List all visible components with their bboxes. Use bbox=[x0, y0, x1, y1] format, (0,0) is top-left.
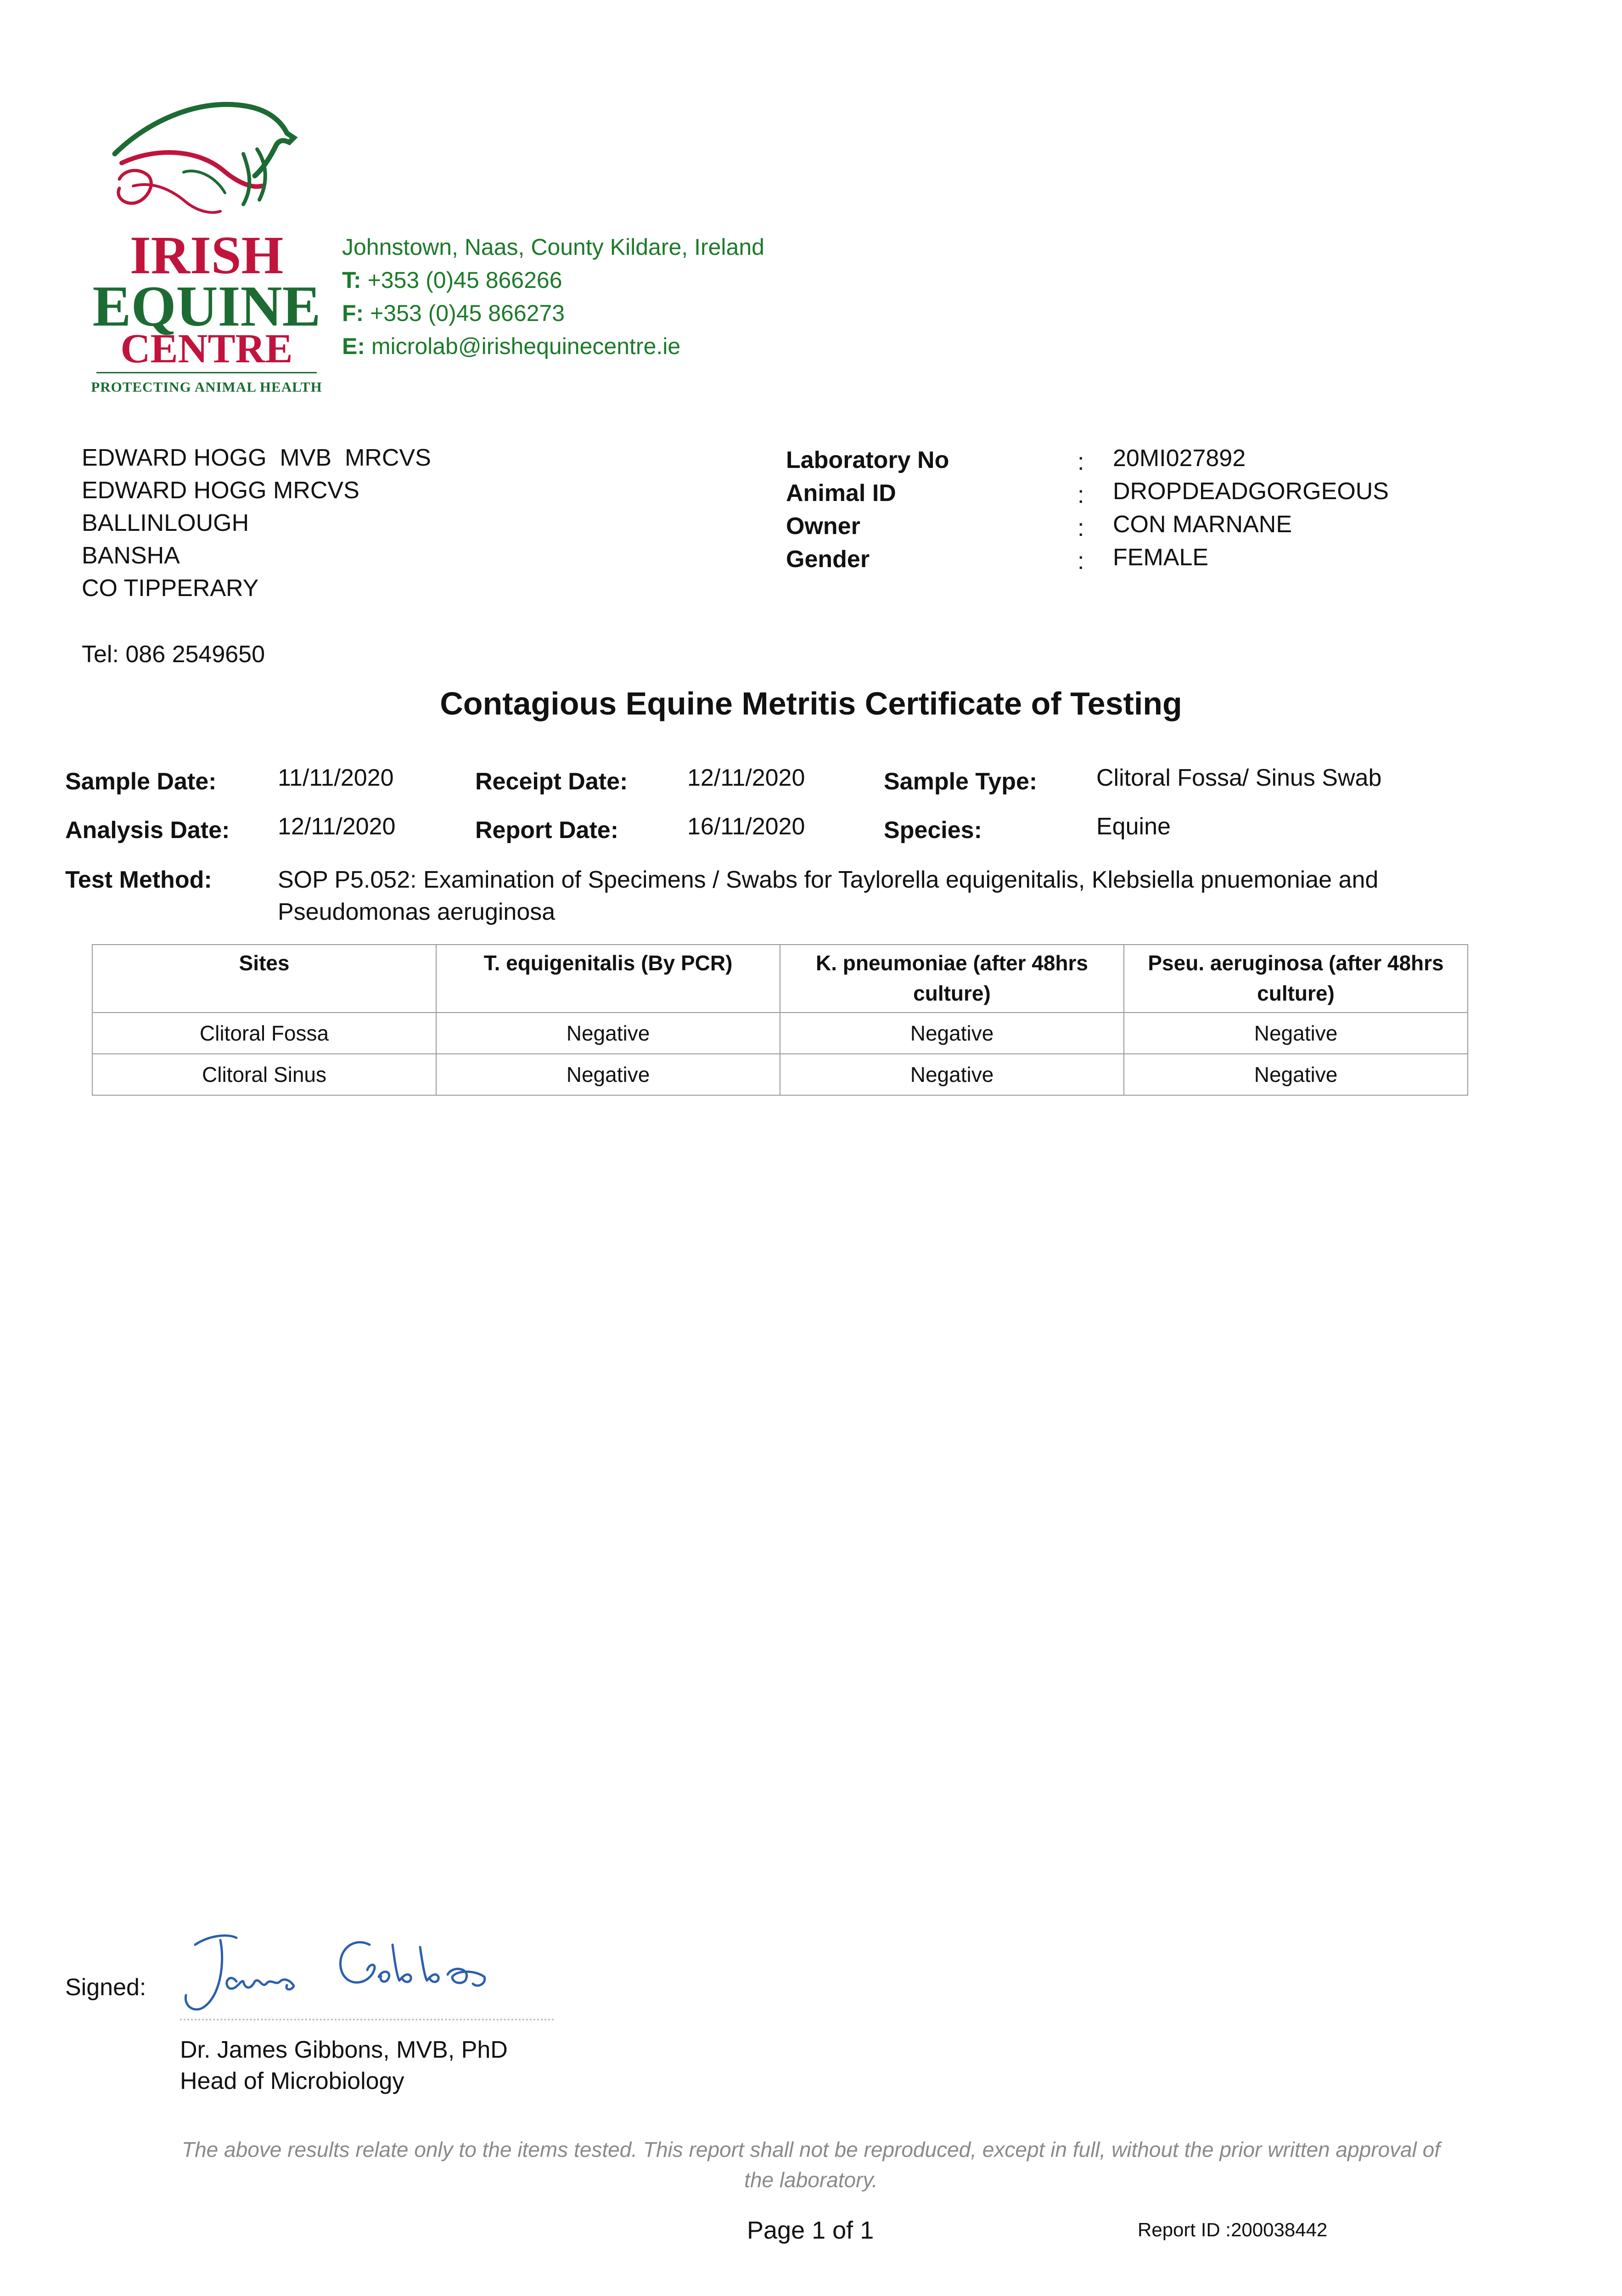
meta-value-lab-no: 20MI027892 bbox=[1113, 445, 1246, 472]
page-number: Page 1 of 1 bbox=[747, 2217, 874, 2244]
meta-label-animal-id: Animal ID bbox=[786, 480, 896, 506]
report-date-label: Report Date: bbox=[475, 817, 619, 844]
table-header: Pseu. aeruginosa (after 48hrs culture) bbox=[1124, 945, 1468, 1013]
lab-fax bbox=[342, 297, 939, 330]
test-method-line2: Pseudomonas aeruginosa bbox=[278, 899, 556, 925]
recipient-line: CO TIPPERARY bbox=[82, 575, 259, 602]
logo bbox=[87, 94, 326, 406]
table-header-row bbox=[92, 945, 1468, 1013]
logo-line-irish: IRISH bbox=[129, 225, 284, 285]
table-header: K. pneumoniae (after 48hrs culture) bbox=[780, 945, 1124, 1013]
meta-value-animal-id: DROPDEADGORGEOUS bbox=[1113, 478, 1389, 505]
horse-logo-icon bbox=[106, 94, 303, 232]
test-method-label: Test Method: bbox=[65, 867, 212, 893]
meta-value-gender: FEMALE bbox=[1113, 544, 1209, 571]
recipient-line: EDWARD HOGG MVB MRCVS bbox=[82, 445, 431, 471]
table-cell: Negative bbox=[780, 1054, 1124, 1095]
recipient-address bbox=[82, 442, 633, 605]
handwritten-signature bbox=[177, 1926, 507, 2023]
meta-label-lab-no: Laboratory No bbox=[786, 447, 949, 473]
table-header: Sites bbox=[92, 945, 436, 1013]
meta-label-gender: Gender bbox=[786, 546, 870, 573]
lab-fax-label: F: bbox=[342, 300, 364, 326]
signature-line bbox=[180, 2019, 554, 2020]
lab-phone-value: +353 (0)45 866266 bbox=[367, 267, 562, 293]
meta-label-owner: Owner bbox=[786, 513, 860, 540]
meta-colon: : bbox=[1078, 449, 1084, 475]
sample-type-value: Clitoral Fossa/ Sinus Swab bbox=[1096, 765, 1382, 791]
page-title: Contagious Equine Metritis Certificate of Testing bbox=[440, 686, 1182, 721]
sample-type-label: Sample Type: bbox=[884, 768, 1038, 795]
table-header: T. equigenitalis (By PCR) bbox=[436, 945, 780, 1013]
test-method-line1: SOP P5.052: Examination of Specimens / Swabs for Taylorella equigenitalis, Klebsiella pnuemoniae and bbox=[278, 867, 1379, 893]
table-row bbox=[92, 1013, 1468, 1054]
analysis-date-label: Analysis Date: bbox=[65, 817, 230, 844]
lab-email-label: E: bbox=[342, 333, 365, 359]
lab-contact bbox=[342, 231, 939, 363]
sample-date-value: 11/11/2020 bbox=[278, 765, 394, 791]
table-cell: Negative bbox=[436, 1013, 780, 1054]
recipient-tel bbox=[82, 638, 265, 671]
receipt-date-value: 12/11/2020 bbox=[687, 765, 805, 791]
signatory-name: Dr. James Gibbons, MVB, PhD bbox=[180, 2037, 508, 2063]
sample-date-label: Sample Date: bbox=[65, 768, 217, 795]
table-cell: Negative bbox=[1124, 1054, 1468, 1095]
report-id: Report ID :200038442 bbox=[1138, 2219, 1328, 2240]
results-table bbox=[92, 944, 1468, 1096]
meta-colon: : bbox=[1078, 482, 1084, 508]
signed-label: Signed: bbox=[65, 1974, 146, 2001]
table-cell: Negative bbox=[436, 1054, 780, 1095]
logo-line-centre: CENTRE bbox=[120, 326, 293, 371]
recipient-line: BALLINLOUGH bbox=[82, 510, 249, 536]
analysis-date-value: 12/11/2020 bbox=[278, 813, 396, 840]
species-label: Species: bbox=[884, 817, 982, 844]
recipient-tel-text: Tel: 086 2549650 bbox=[82, 641, 265, 668]
report-date-value: 16/11/2020 bbox=[687, 813, 805, 840]
table-cell: Negative bbox=[780, 1013, 1124, 1054]
meta-value-owner: CON MARNANE bbox=[1113, 511, 1292, 538]
lab-address: Johnstown, Naas, County Kildare, Ireland bbox=[342, 234, 764, 260]
lab-email-value: microlab@irishequinecentre.ie bbox=[371, 333, 681, 359]
signatory-role: Head of Microbiology bbox=[180, 2068, 404, 2094]
lab-phone-label: T: bbox=[342, 267, 361, 293]
table-cell: Clitoral Sinus bbox=[92, 1054, 436, 1095]
table-row bbox=[92, 1054, 1468, 1095]
logo-tagline: PROTECTING ANIMAL HEALTH bbox=[91, 379, 322, 395]
footer-disclaimer-line2: the laboratory. bbox=[744, 2168, 878, 2192]
logo-divider bbox=[96, 372, 317, 373]
receipt-date-label: Receipt Date: bbox=[475, 768, 628, 795]
footer-disclaimer-line1: The above results relate only to the items tested. This report shall not be reproduced, except in full, without the prior written approval of bbox=[182, 2138, 1440, 2161]
logo-line-equine: EQUINE bbox=[92, 275, 321, 338]
species-value: Equine bbox=[1096, 813, 1171, 840]
table-cell: Negative bbox=[1124, 1013, 1468, 1054]
recipient-line: EDWARD HOGG MRCVS bbox=[82, 477, 359, 504]
table-cell: Clitoral Fossa bbox=[92, 1013, 436, 1054]
lab-fax-value: +353 (0)45 866273 bbox=[370, 300, 565, 326]
lab-phone bbox=[342, 264, 939, 297]
recipient-line: BANSHA bbox=[82, 542, 180, 569]
meta-colon: : bbox=[1078, 548, 1084, 574]
lab-email bbox=[342, 330, 939, 363]
meta-colon: : bbox=[1078, 515, 1084, 541]
